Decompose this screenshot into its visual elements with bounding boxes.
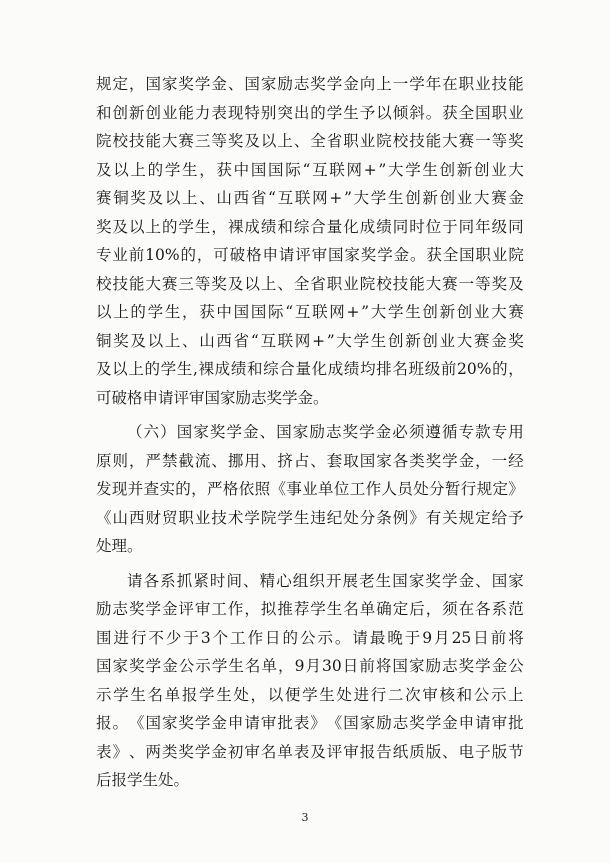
text-line: 后报学生处。 <box>96 771 190 789</box>
text-line: 院 校 技 能 大 赛 三 等 奖 及 以 上 、 全 省 职 业 院 校 技 能 大 赛 一 等 奖 <box>96 132 524 150</box>
text-line: 报 。 《 国 家 奖 学 金 申 请 审 批 表 》 《 国 家 励 志 奖 学 金 申 请 审 批 <box>96 714 524 732</box>
paragraph <box>96 567 524 795</box>
text-line: 以 上 的 学 生 ， 获 中 国 国 际 “ 互 联 网 + ” 大 学 生 创 新 创 业 大 赛 <box>96 303 524 321</box>
paragraph <box>96 70 524 412</box>
text-line: 及 以 上 的 学 生 , 裸 成 绩 和 综 合 量 化 成 绩 均 排 名 班 级 前 20% 的 ， <box>96 360 524 378</box>
text-line: 处理。 <box>96 537 143 555</box>
text-line: 示 学 生 名 单 报 学 生 处 ， 以 便 学 生 处 进 行 二 次 审 核 和 公 示 上 <box>96 685 524 704</box>
text-line: 请 各 系 抓 紧 时 间 、 精 心 组 织 开 展 老 生 国 家 奖 学 金 、 国 家 <box>127 571 524 590</box>
text-line: 表 》 、 两 类 奖 学 金 初 审 名 单 表 及 评 审 报 告 纸 质 版 、 电 子 版 节 <box>96 742 524 761</box>
text-line: 奖 及 以 上 的 学 生 ， 裸 成 绩 和 综 合 量 化 成 绩 同 时 位 于 同 年 级 同 <box>96 217 524 236</box>
text-line: 校 技 能 大 赛 三 等 奖 及 以 上 、 全 省 职 业 院 校 技 能 大 赛 一 等 奖 及 <box>96 274 524 293</box>
text-line: 赛 铜 奖 及 以 上 、 山 西 省 “ 互 联 网 + ” 大 学 生 创 新 创 业 大 赛 金 <box>96 189 524 207</box>
text-line: 规 定 ， 国 家 奖 学 金 、 国 家 励 志 奖 学 金 向 上 一 学 年 在 职 业 技 能 <box>96 75 524 93</box>
text-line: 发 现 并 查 实 的 ， 严 格 依 照 《 事 业 单 位 工 作 人 员 处 分 暂 行 规 定 》 <box>96 480 524 498</box>
text-line: 专 业 前 10% 的 ， 可 破 格 申 请 评 审 国 家 奖 学 金 。 获 全 国 职 业 院 <box>96 246 524 264</box>
body-text <box>96 70 524 795</box>
text-line: 励 志 奖 学 金 评 审 工 作 ， 拟 推 荐 学 生 名 单 确 定 后 ， 须 在 各 系 范 <box>96 600 524 618</box>
text-line: 可破格申请评审国家励志奖学金。 <box>96 388 329 407</box>
text-line: 和 创 新 创 业 能 力 表 现 特 别 突 出 的 学 生 予 以 倾 斜 。 获 全 国 职 业 <box>96 103 524 122</box>
text-line: 《 山 西 财 贸 职 业 技 术 学 院 学 生 违 纪 处 分 条 例 》 有 关 规 定 给 予 <box>96 508 524 527</box>
text-line: 及 以 上 的 学 生 ， 获 中 国 国 际 “ 互 联 网 + ” 大 学 生 创 新 创 业 大 <box>96 160 524 179</box>
text-line: 铜 奖 及 以 上 、 山 西 省 “ 互 联 网 + ” 大 学 生 创 新 创 业 大 赛 金 奖 <box>96 331 524 350</box>
text-line: （ 六 ） 国 家 奖 学 金 、 国 家 励 志 奖 学 金 必 须 遵 循 专 款 专 用 <box>127 423 524 441</box>
paragraph <box>96 418 524 561</box>
text-line: 国 家 奖 学 金 公 示 学 生 名 单 ， 9 月 30 日 前 将 国 家 励 志 奖 学 金 公 <box>96 657 524 675</box>
text-line: 围 进 行 不 少 于 3 个 工 作 日 的 公 示 。 请 最 晚 于 9 月 25 日 前 将 <box>96 628 524 647</box>
text-line: 原 则 ， 严 禁 截 流 、 挪 用 、 挤 占 、 套 取 国 家 各 类 奖 学 金 ， 一 经 <box>96 451 524 470</box>
page-number: 3 <box>301 811 309 824</box>
